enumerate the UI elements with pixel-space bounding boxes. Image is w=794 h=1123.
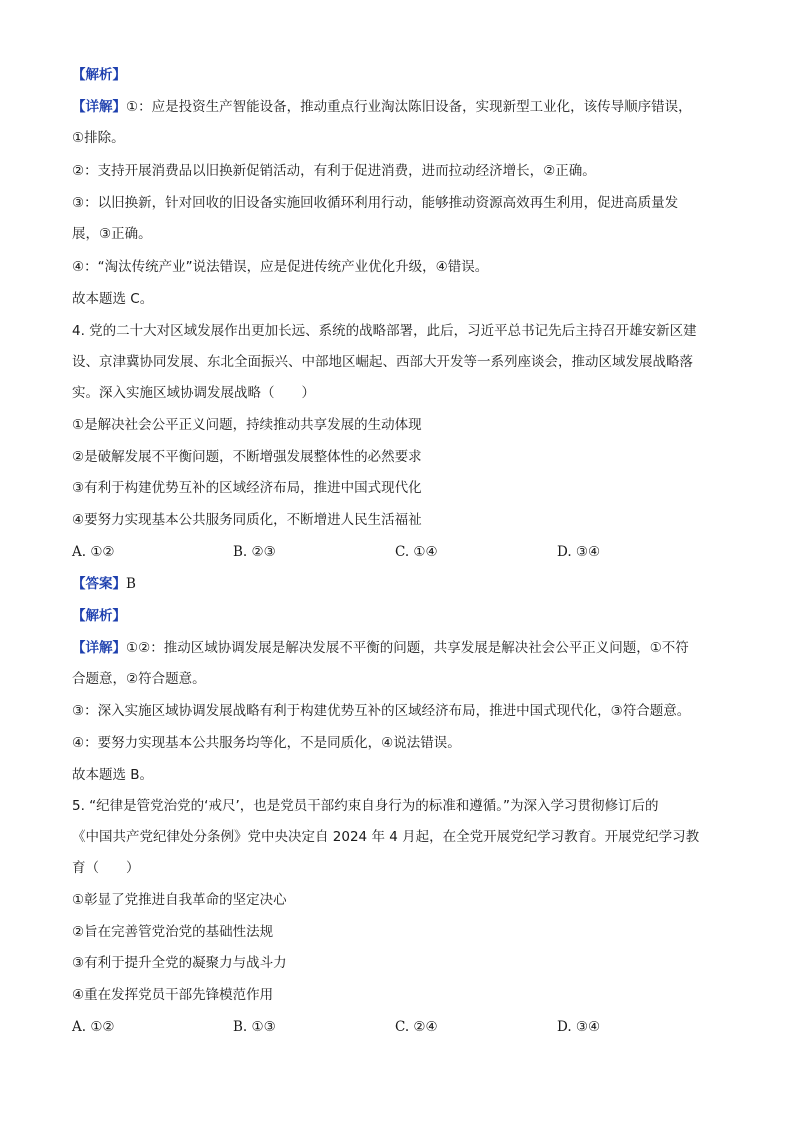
question-5-stem: 5. “纪律是管党治党的‘戒尺’，也是党员干部约束自身行为的标准和遵循。”为深入学习贯彻修订后的 [72,798,659,814]
analysis-label: 【解析】 [72,67,126,83]
detail-line [72,639,689,657]
option-b: B. ②③ [233,544,276,560]
question-4-stem: 4. 党的二十大对区域发展作出更加长远、系统的战略部署，此后，习近平总书记先后主持召开雄安新区建 [72,323,697,339]
answer-line [72,575,136,593]
analysis-conclusion: 故本题选 B。 [72,767,154,783]
question-5-stem-end: 育（ ） [72,860,140,876]
statement: ②旨在完善管党治党的基础性法规 [72,924,274,940]
analysis-point-4: ④：要努力实现基本公共服务均等化，不是同质化，④说法错误。 [72,735,461,751]
detail-label: 【详解】 [72,99,126,115]
option-c: C. ②④ [395,1019,438,1035]
statement: ①是解决社会公平正义问题，持续推动共享发展的生动体现 [72,417,422,433]
answer-label: 【答案】 [72,576,126,592]
statement: ④重在发挥党员干部先锋模范作用 [72,987,274,1003]
statement: ①彰显了党推进自我革命的坚定决心 [72,892,287,908]
detail-text: ①②：推动区域协调发展是解决发展不平衡的问题，共享发展是解决社会公平正义问题，①不符 [126,640,689,656]
statement: ④要努力实现基本公共服务同质化，不断增进人民生活福祉 [72,512,422,528]
analysis-point-4: ④：“淘汰传统产业”说法错误，应是促进传统产业优化升级，④错误。 [72,259,489,275]
question-4-stem-end: 实。深入实施区域协调发展战略（ ） [72,385,315,401]
statement: ②是破解发展不平衡问题，不断增强发展整体性的必然要求 [72,449,422,465]
answer-value: B [126,576,136,592]
analysis-point-3: ③：以旧换新，针对回收的旧设备实施回收循环利用行动，能够推动资源高效再生利用，促进高质量发 [72,195,679,211]
option-a: A. ①② [72,1019,115,1035]
options-row [72,1018,722,1036]
option-d: D. ③④ [557,544,601,560]
analysis-conclusion: 故本题选 C。 [72,291,154,307]
option-a: A. ①② [72,544,115,560]
analysis-label: 【解析】 [72,608,126,624]
question-4-stem-cont: 设、京津冀协同发展、东北全面振兴、中部地区崛起、西部大开发等一系列座谈会，推动区域发展战略落 [72,354,693,370]
detail-label: 【详解】 [72,640,126,656]
detail-line [72,98,692,116]
analysis-point-3-cont: 展，③正确。 [72,226,152,242]
analysis-point-3: ③：深入实施区域协调发展战略有利于构建优势互补的区域经济布局，推进中国式现代化，③符合题意。 [72,703,691,719]
statement: ③有利于提升全党的凝聚力与战斗力 [72,955,287,971]
option-b: B. ①③ [233,1019,276,1035]
analysis-point-2: ②：支持开展消费品以旧换新促销活动，有利于促进消费，进而拉动经济增长，②正确。 [72,163,596,179]
option-c: C. ①④ [395,544,438,560]
detail-text-cont: 合题意，②符合题意。 [72,671,206,687]
option-d: D. ③④ [557,1019,601,1035]
statement: ③有利于构建优势互补的区域经济布局，推进中国式现代化 [72,480,422,496]
detail-text-cont: ①排除。 [72,130,125,146]
options-row [72,543,722,561]
question-5-stem-cont: 《中国共产党纪律处分条例》党中央决定自 2024 年 4 月起，在全党开展党纪学习教育。开展党纪学习教 [72,829,700,845]
detail-text: ①：应是投资生产智能设备，推动重点行业淘汰陈旧设备，实现新型工业化，该传导顺序错误， [126,99,692,115]
